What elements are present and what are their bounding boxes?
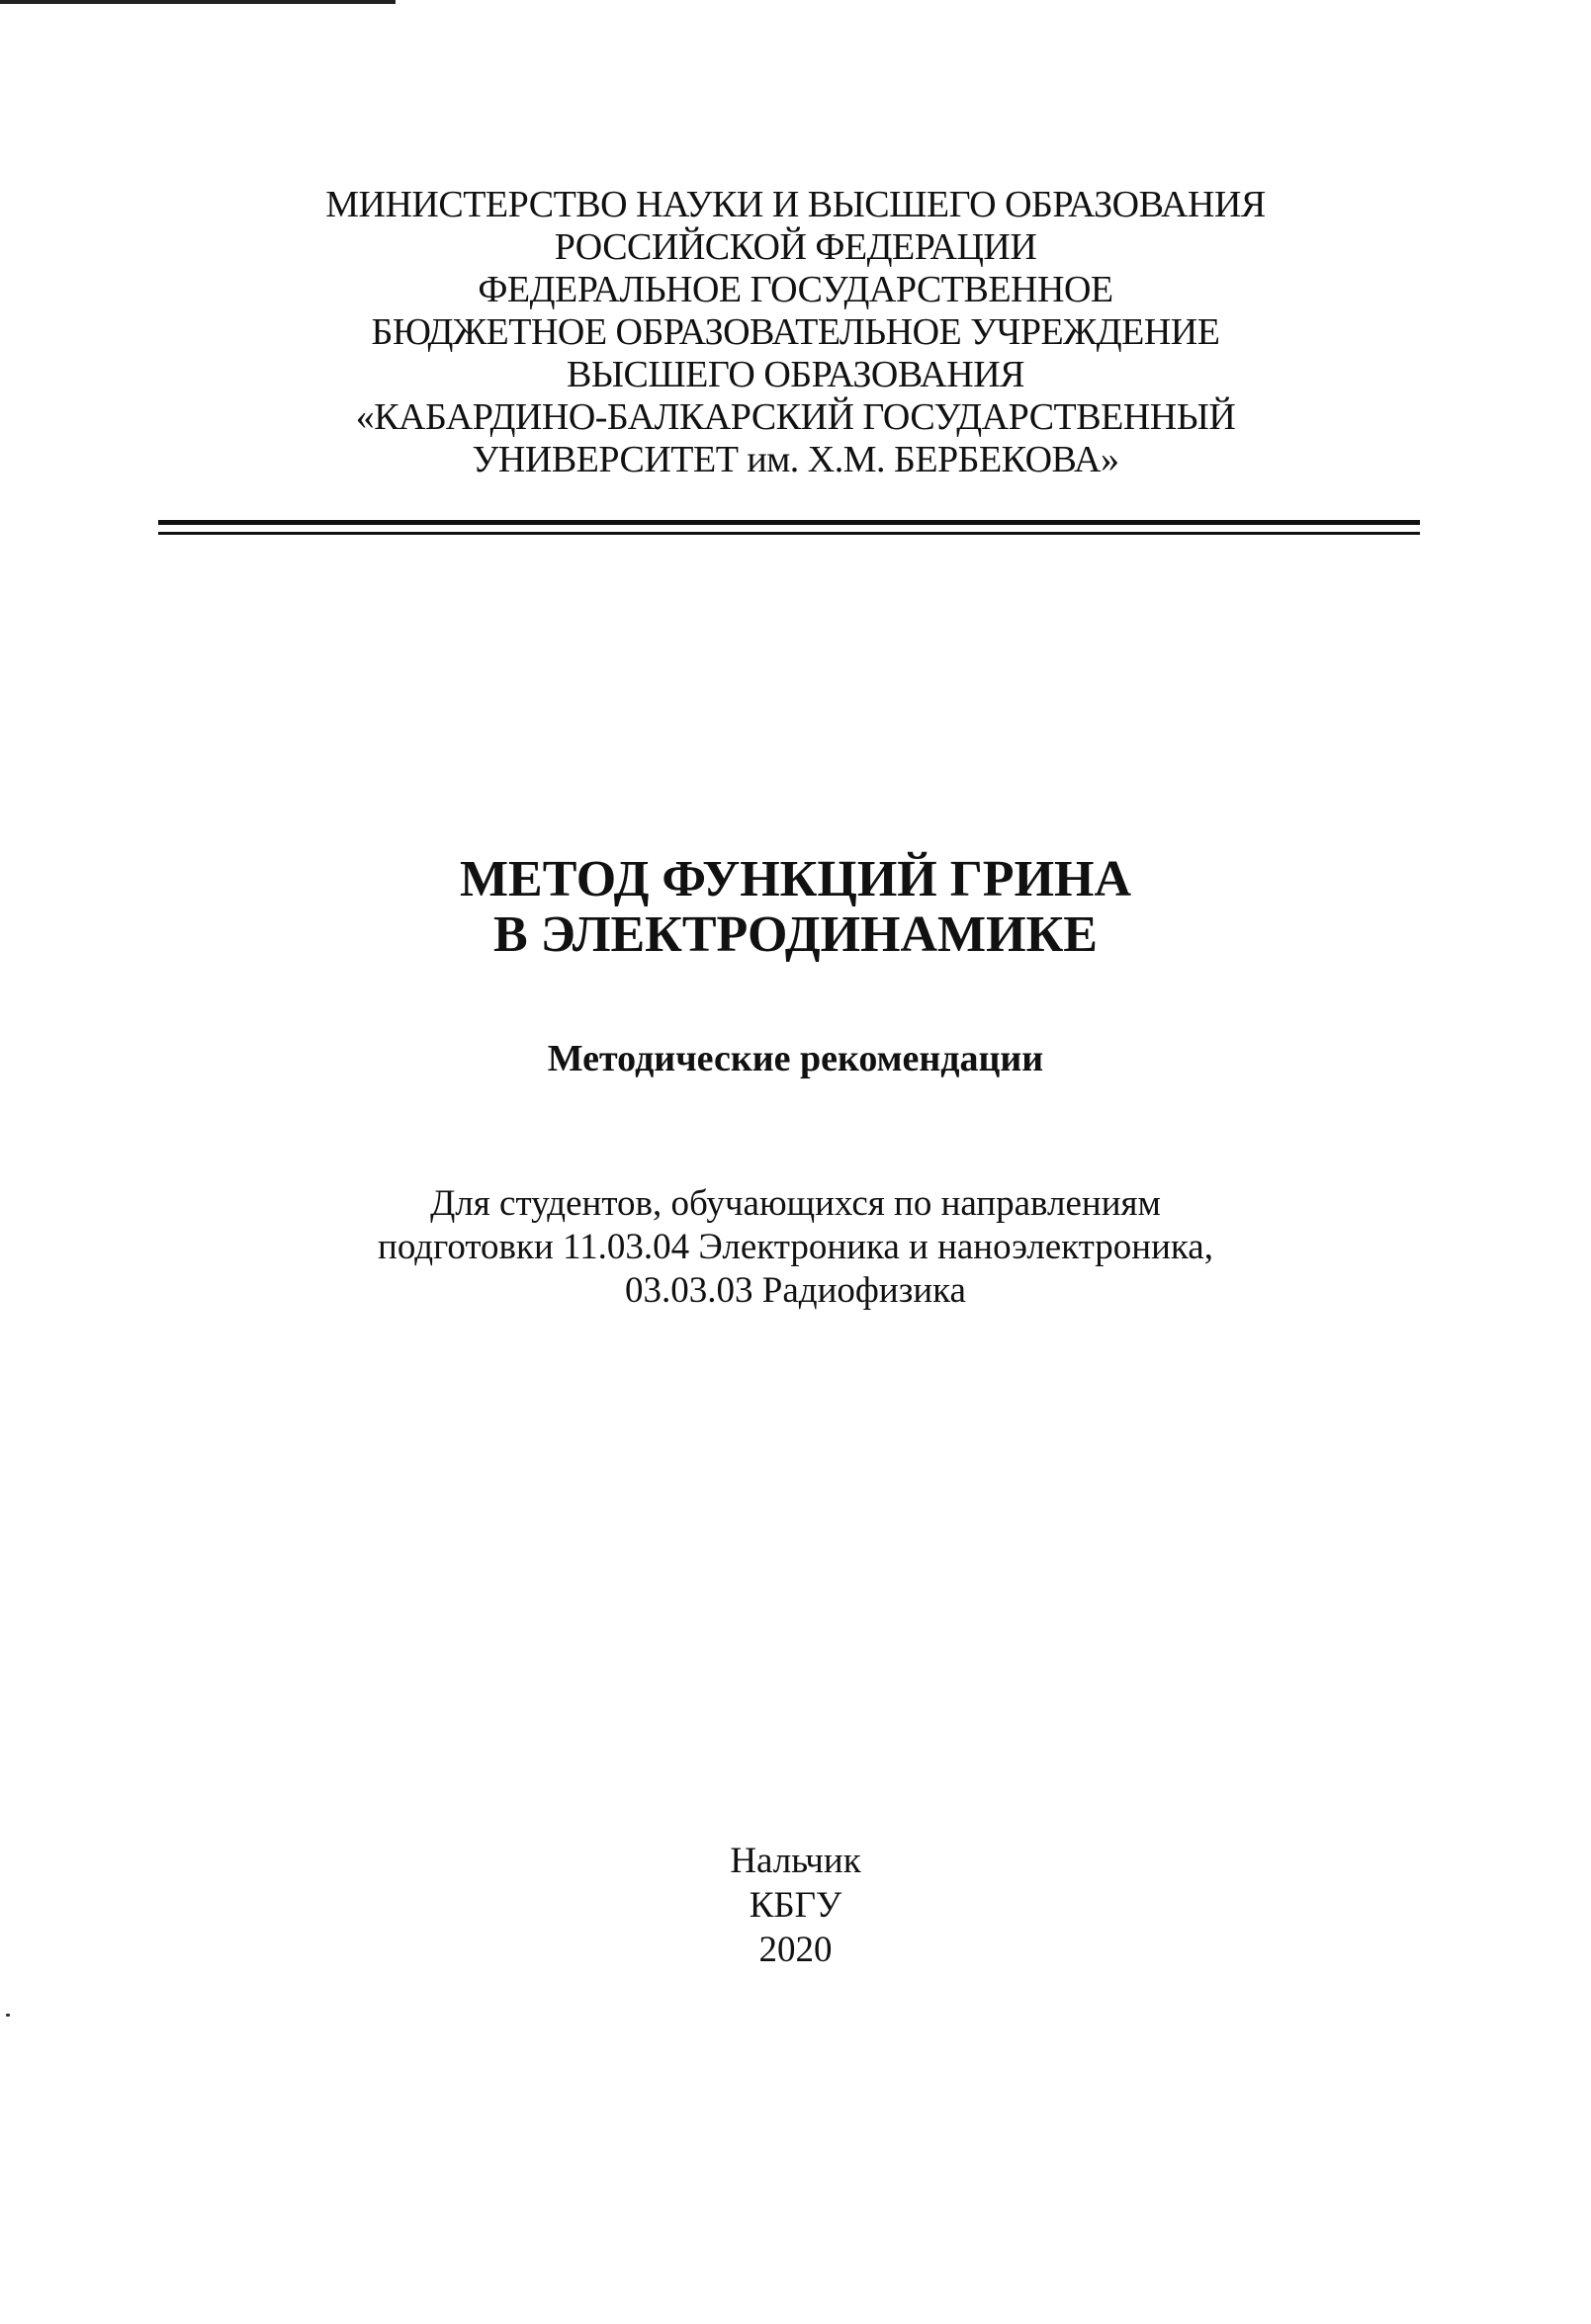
audience-line: 03.03.03 Радиофизика [625, 1270, 966, 1311]
institution-line: РОССИЙСКОЙ ФЕДЕРАЦИИ [554, 226, 1037, 268]
institution-line: «КАБАРДИНО-БАЛКАРСКИЙ ГОСУДАРСТВЕННЫЙ [355, 396, 1236, 438]
imprint-city: Нальчик [730, 1841, 861, 1881]
imprint [0, 1839, 1591, 1972]
document-title [0, 852, 1591, 963]
institution-line: МИНИСТЕРСТВО НАУКИ И ВЫСШЕГО ОБРАЗОВАНИЯ [325, 184, 1266, 225]
document-subtitle: Методические рекомендации [547, 1038, 1044, 1079]
audience-line: Для студентов, обучающихся по направлениям [430, 1183, 1161, 1224]
header-divider-thick [158, 520, 1420, 525]
institution-line: ФЕДЕРАЛЬНОЕ ГОСУДАРСТВЕННОЕ [478, 269, 1113, 310]
audience-line: подготовки 11.03.04 Электроника и наноэлектроника, [378, 1227, 1213, 1267]
scan-speck [6, 2014, 10, 2017]
audience-note [0, 1182, 1591, 1313]
imprint-year: 2020 [758, 1930, 833, 1970]
institution-line: ВЫСШЕГО ОБРАЗОВАНИЯ [567, 354, 1024, 395]
title-line: В ЭЛЕКТРОДИНАМИКЕ [493, 906, 1098, 963]
imprint-publisher: КБГУ [749, 1885, 842, 1926]
header-divider-thin [158, 532, 1420, 535]
institution-line: БЮДЖЕТНОЕ ОБРАЗОВАТЕЛЬНОЕ УЧРЕЖДЕНИЕ [371, 311, 1220, 353]
title-line: МЕТОД ФУНКЦИЙ ГРИНА [459, 851, 1132, 907]
scan-edge-mark [0, 0, 396, 4]
institution-line: УНИВЕРСИТЕТ им. Х.М. БЕРБЕКОВА» [472, 439, 1119, 480]
institution-header [0, 184, 1591, 481]
